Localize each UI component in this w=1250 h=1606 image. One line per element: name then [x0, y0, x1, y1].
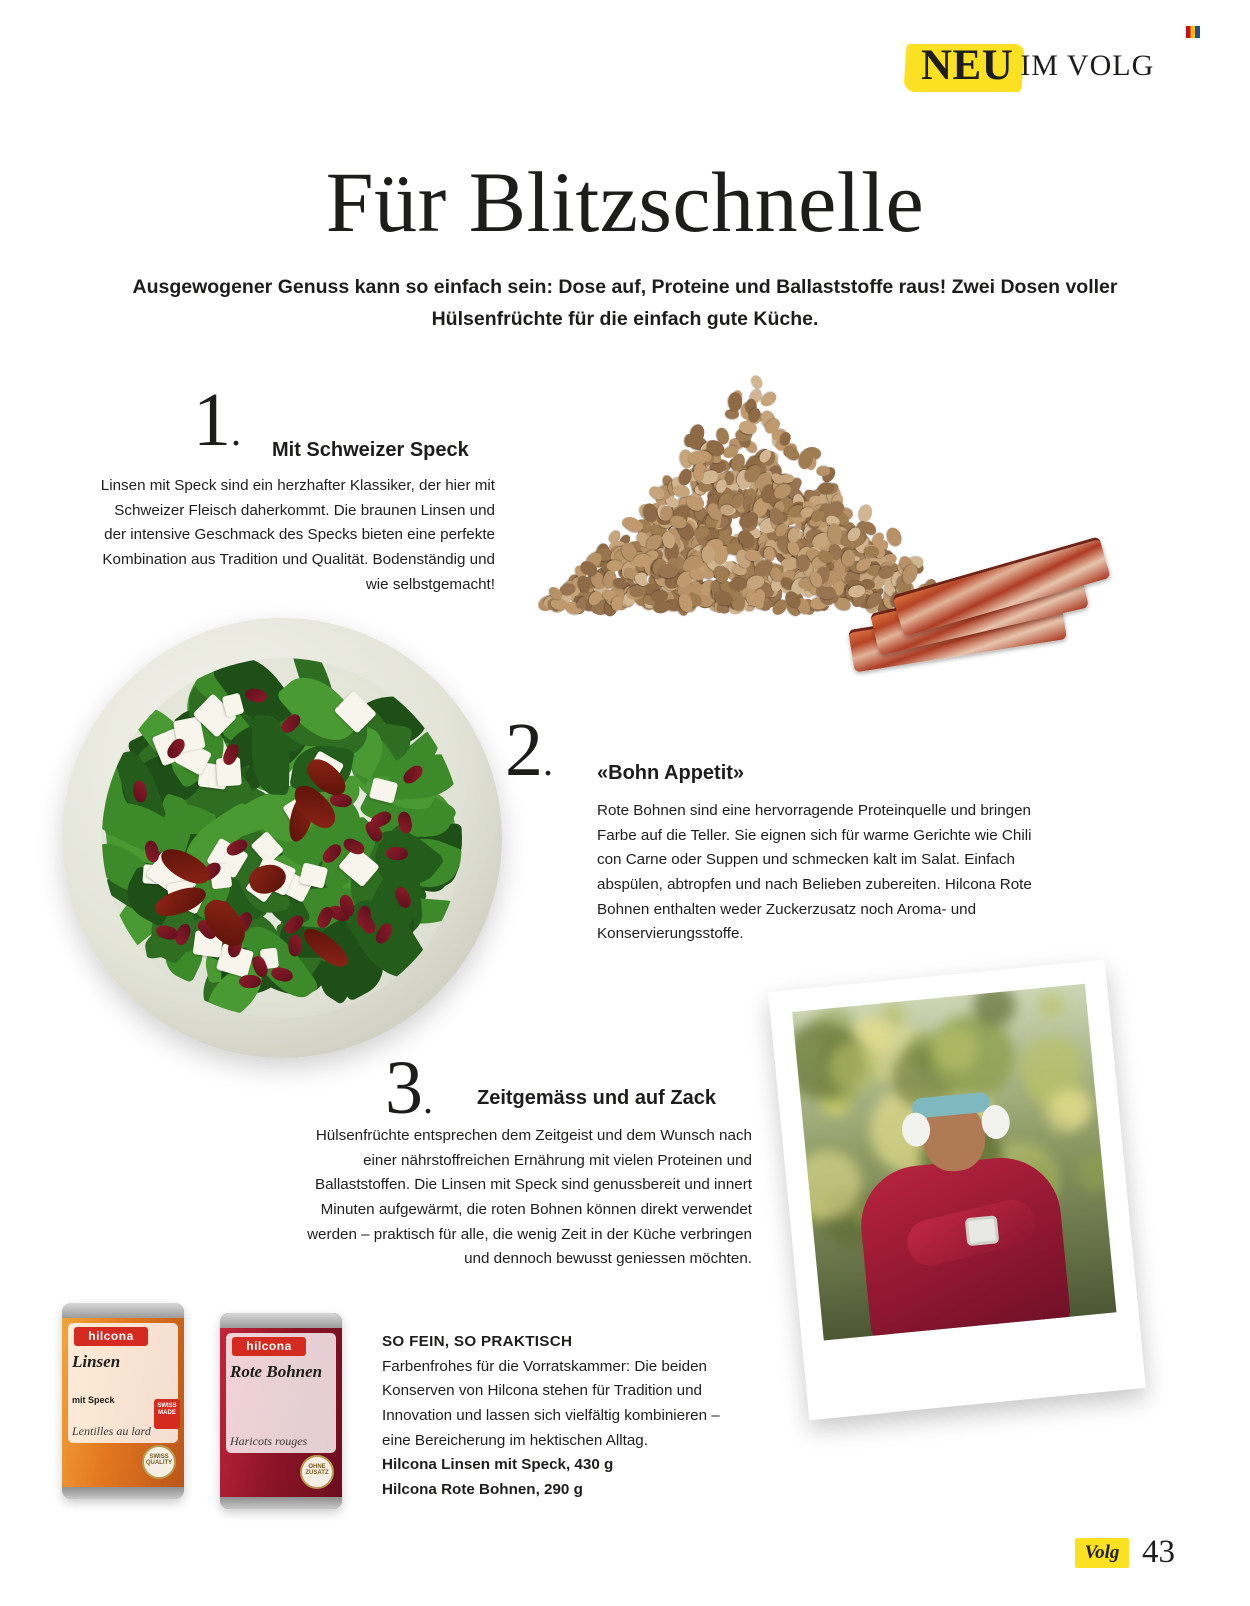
section-2-number-dot: . [543, 739, 553, 784]
section-3-number-value: 3 [385, 1046, 423, 1130]
can-base [62, 1487, 184, 1499]
volg-logo: Volg [1075, 1538, 1129, 1568]
section-3-number [385, 1046, 433, 1130]
can-product-sub: mit Speck [72, 1395, 115, 1405]
print-registration-mark [1186, 26, 1200, 38]
can-rote-bohnen [220, 1313, 342, 1509]
page-subtitle: Ausgewogener Genuss kann so einfach sein: Dose auf, Proteine und Ballaststoffe raus! Zwei Dosen voller Hülsenfrüchte für die einfach gute Küche. [132, 276, 1118, 330]
badge-neu-label: NEU [921, 42, 1014, 89]
background-bokeh [1038, 991, 1066, 1019]
can-product-name: Linsen [72, 1352, 121, 1371]
section-1-number-value: 1 [193, 378, 231, 462]
can-product-name-fr: Lentilles au lard [72, 1424, 151, 1438]
section-1-title: Mit Schweizer Speck [272, 439, 469, 461]
can-product-name: Rote Bohnen [230, 1362, 323, 1381]
polaroid-photo [768, 960, 1146, 1420]
neu-im-volg-badge [905, 38, 1160, 93]
section-2-number-value: 2 [505, 708, 543, 792]
lentil-seed [749, 373, 764, 390]
can-brand-logo: hilcona [232, 1337, 306, 1356]
section-1-number-dot: . [231, 409, 241, 454]
background-bokeh [1076, 1151, 1116, 1193]
section-3-body: Hülsenfrüchte entsprechen dem Zeitgeist und dem Wunsch nach einer nährstoffreichen Ernährung mit vielen Proteinen und Ballaststoffen. Die Linsen mit Speck sind genussbereit und innert Minuten aufgewärmt, die roten Bohnen können direkt verwendet werden – praktisch für alle, die wenig Zeit in der Küche verbringen und dennoch bewusst geniessen möchten. [307, 1127, 752, 1268]
quality-seal: SWISS QUALITY [142, 1445, 176, 1479]
badge-im-volg-label: IM VOLG [1020, 48, 1155, 82]
product-info-body: Farbenfrohes für die Vorratskammer: Die beiden Konserven von Hilcona stehen für Tradition und Innovation und lassen sich vielfältig kombinieren – eine Bereicherung im hektischen Alltag. [382, 1357, 720, 1449]
can-base [220, 1497, 342, 1509]
page-title: Für Blitzschnelle [325, 154, 925, 250]
swiss-made-badge: SWISS MADE [154, 1399, 180, 1429]
lentil-seed [702, 545, 715, 563]
can-linsen-mit-speck [62, 1303, 184, 1499]
bean-salad-photo [62, 618, 502, 1058]
section-1-number [193, 378, 241, 462]
can-rim [220, 1313, 342, 1328]
lentil-seed [720, 505, 733, 515]
section-2-body: Rote Bohnen sind eine hervorragende Proteinquelle und bringen Farbe auf die Teller. Sie eignen sich für warme Gerichte wie Chili con Carne oder Suppen und schmecken kalt im Salat. Einfach abspülen, abtropfen und nach Belieben zubereiten. Hilcona Rote Bohnen enthalten weder Zuckerzusatz noch Aroma- und Konservierungsstoffe. [597, 802, 1032, 943]
page-number: 43 [1142, 1534, 1175, 1570]
product-line-1: Hilcona Linsen mit Speck, 430 g [382, 1456, 614, 1474]
woman-with-watch-photo [792, 984, 1116, 1341]
salad-contents [102, 658, 462, 1018]
can-rim [62, 1303, 184, 1318]
section-2-title: «Bohn Appetit» [597, 762, 745, 784]
can-product-name-fr: Haricots rouges [230, 1434, 308, 1448]
bacon-slices [850, 543, 1125, 693]
salad-bowl [62, 618, 502, 1058]
quality-seal: OHNE ZUSATZ [300, 1455, 334, 1489]
section-3-title: Zeitgemäss und auf Zack [477, 1087, 716, 1109]
smartwatch [965, 1215, 1000, 1246]
section-1-body: Linsen mit Speck sind ein herzhafter Klassiker, der hier mit Schweizer Fleisch daherkommt. Die braunen Linsen und der intensive Geschmack des Specks bieten eine perfekte Kombination aus Tradition und Qualität. Bodenständig und wie selbstgemacht! [100, 477, 495, 593]
section-3-number-dot: . [423, 1077, 433, 1122]
product-info-kicker: SO FEIN, SO PRAKTISCH [382, 1333, 573, 1350]
can-brand-logo: hilcona [74, 1327, 148, 1346]
lentils-and-bacon-photo [520, 378, 1130, 698]
product-cans [62, 1295, 362, 1510]
product-info-block [382, 1330, 752, 1502]
product-line-2: Hilcona Rote Bohnen, 290 g [382, 1480, 583, 1498]
section-2-number [505, 708, 553, 792]
lentil-seed [729, 392, 743, 411]
